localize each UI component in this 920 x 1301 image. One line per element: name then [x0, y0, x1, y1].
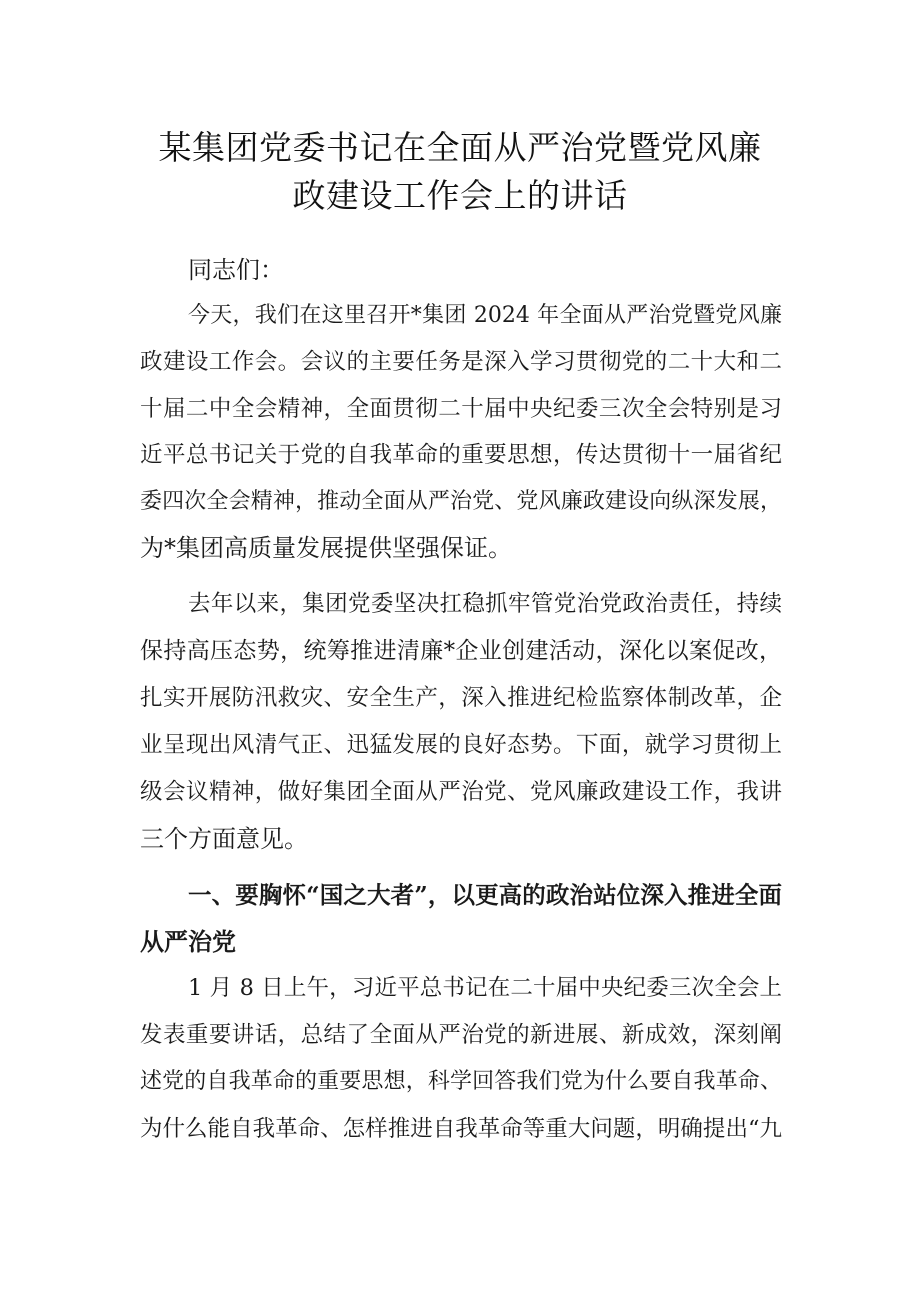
paragraph-2-line-5: 级会议精神，做好集团全面从严治党、党风廉政建设工作，我讲	[140, 779, 782, 805]
paragraph-2-line-6: 三个方面意见。	[140, 825, 308, 853]
paragraph-1-line-1: 今天，我们在这里召开*集团 2024 年全面从严治党暨党风廉	[188, 303, 782, 328]
paragraph-3-line-4: 为什么能自我革命、怎样推进自我革命等重大问题，明确提出“九	[140, 1116, 782, 1142]
section-heading-line-1: 一、要胸怀“国之大者”，以更高的政治站位深入推进全面	[188, 881, 782, 909]
paragraph-1-line-6: 为*集团高质量发展提供坚强保证。	[140, 534, 512, 562]
paragraph-1-line-5: 委四次全会精神，推动全面从严治党、党风廉政建设向纵深发展，	[140, 489, 782, 514]
paragraph-1-line-4: 近平总书记关于党的自我革命的重要思想，传达贯彻十一届省纪	[140, 442, 782, 468]
paragraph-1-line-3: 十届二中全会精神，全面贯彻二十届中央纪委三次全会特别是习	[140, 396, 782, 422]
paragraph-3-line-2: 发表重要讲话，总结了全面从严治党的新进展、新成效，深刻阐	[140, 1022, 782, 1048]
paragraph-1-line-2: 政建设工作会。会议的主要任务是深入学习贯彻党的二十大和二	[140, 349, 782, 375]
paragraph-3-line-3: 述党的自我革命的重要思想，科学回答我们党为什么要自我革命、	[140, 1069, 782, 1094]
paragraph-2-line-4: 业呈现出风清气正、迅猛发展的良好态势。下面，就学习贯彻上	[140, 732, 782, 758]
paragraph-2-line-1: 去年以来，集团党委坚决扛稳抓牢管党治党政治责任，持续	[188, 591, 782, 617]
paragraph-2-line-3: 扎实开展防汛救灾、安全生产，深入推进纪检监察体制改革，企	[140, 685, 782, 711]
document-title-line-1: 某集团党委书记在全面从严治党暨党风廉	[158, 128, 762, 167]
paragraph-2-line-2: 保持高压态势，统筹推进清廉*企业创建活动，深化以案促改，	[140, 638, 782, 664]
paragraph-3-line-1: 1 月 8 日上午，习近平总书记在二十届中央纪委三次全会上	[188, 975, 782, 1001]
section-heading-line-2: 从严治党	[140, 927, 236, 956]
document-title-line-2: 政建设工作会上的讲话	[292, 176, 628, 215]
salutation: 同志们：	[188, 256, 284, 284]
